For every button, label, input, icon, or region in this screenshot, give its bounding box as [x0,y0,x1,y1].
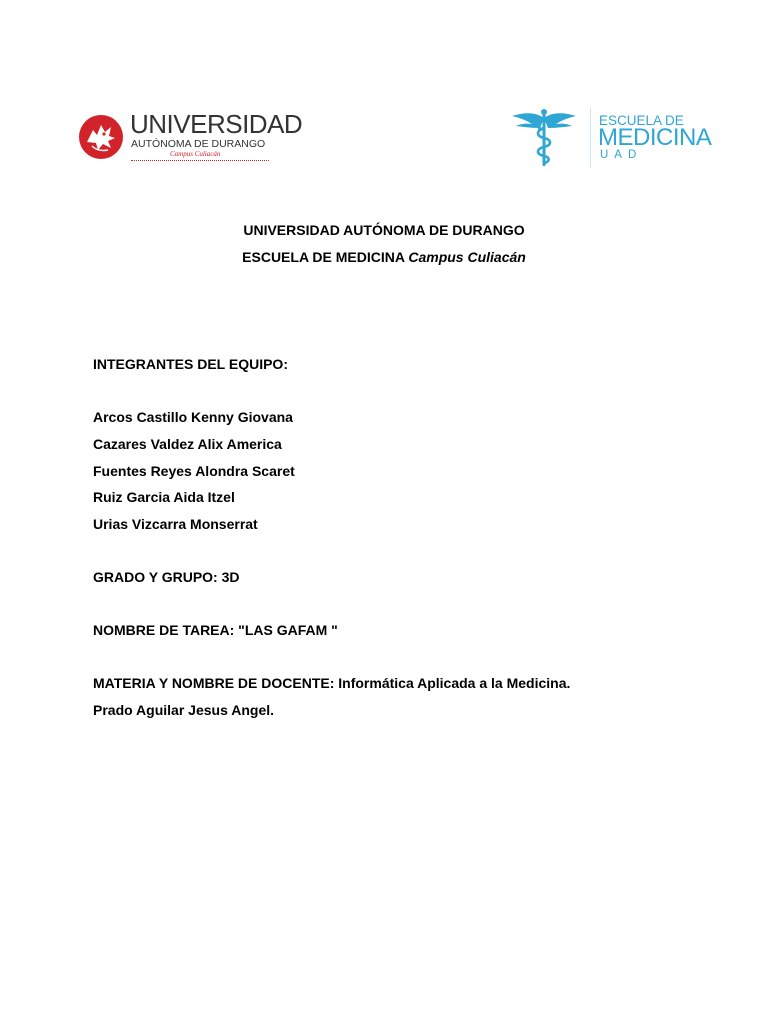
team-member: Fuentes Reyes Alondra Scaret [93,463,295,479]
wolf-emblem-icon [78,114,124,160]
heading-university: UNIVERSIDAD AUTÓNOMA DE DURANGO [243,222,525,238]
medicine-logo-line1: ESCUELA DE [599,113,684,128]
university-logo-name: UNIVERSIDAD [130,109,303,139]
university-logo-rule [131,160,269,161]
university-logo-campus: Campus Culiacán [170,150,221,158]
heading-school [0,249,768,265]
university-logo [78,109,303,166]
team-member: Urias Vizcarra Monserrat [93,516,258,532]
team-member: Arcos Castillo Kenny Giovana [93,409,293,425]
team-member: Ruiz Garcia Aida Itzel [93,489,235,505]
university-logo-subtitle: AUTÓNOMA DE DURANGO [131,138,266,150]
heading-campus: Campus Culiacán [408,249,526,265]
logo-divider [590,108,591,168]
medicine-school-logo [508,106,718,170]
course-teacher: MATERIA Y NOMBRE DE DOCENTE: Informática Aplicada a la Medicina. [93,675,571,691]
team-label: INTEGRANTES DEL EQUIPO: [93,356,288,372]
heading-school-name: ESCUELA DE MEDICINA [242,249,405,265]
grade-group: GRADO Y GRUPO: 3D [93,569,240,585]
medicine-logo-line2: MEDICINA [598,124,712,151]
task-name: NOMBRE DE TAREA: "LAS GAFAM " [93,622,338,638]
caduceus-icon [508,106,580,168]
medicine-logo-line3: UAD [600,149,643,161]
teacher-name: Prado Aguilar Jesus Angel. [93,702,275,718]
team-member: Cazares Valdez Alix America [93,436,282,452]
